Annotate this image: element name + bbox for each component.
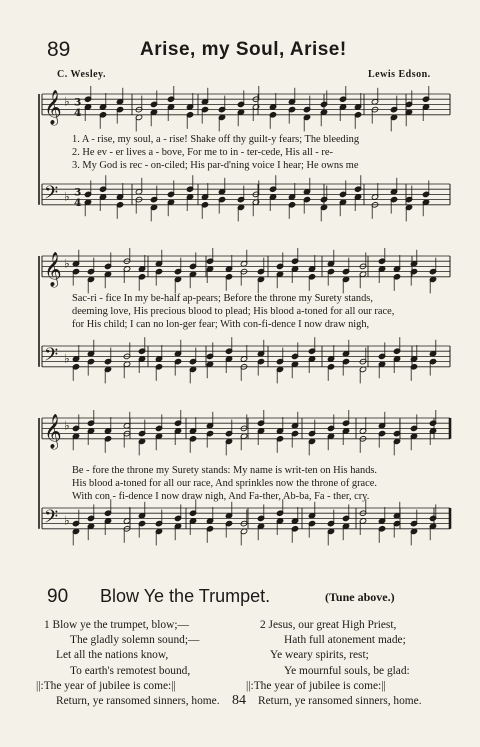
svg-text:4: 4 bbox=[74, 196, 82, 209]
svg-text:𝄞: 𝄞 bbox=[44, 89, 62, 125]
verse-line: Ye weary spirits, rest; bbox=[270, 649, 369, 662]
lyric-line: 1. A - rise, my soul, a - rise! Shake off thy guilt-y fears; The bleeding bbox=[72, 134, 360, 145]
page-number: 84 bbox=[232, 693, 246, 708]
verse-line: ||:The year of jubilee is come:|| bbox=[246, 679, 386, 692]
hymn-title: Arise, my Soul, Arise! bbox=[140, 39, 347, 60]
svg-text:𝄞: 𝄞 bbox=[44, 413, 62, 449]
hymn-title: Blow Ye the Trumpet. bbox=[100, 586, 271, 606]
svg-text:𝄢: 𝄢 bbox=[44, 182, 59, 208]
music-credit: Lewis Edson. bbox=[368, 69, 431, 80]
lyrics-block-3 bbox=[72, 464, 377, 503]
lyric-line: 3. My God is rec - on-ciled; His par-d'ning voice I hear; He owns me bbox=[72, 160, 359, 171]
svg-text:𝄢: 𝄢 bbox=[44, 506, 59, 532]
svg-text:♭: ♭ bbox=[64, 94, 70, 109]
svg-text:♭: ♭ bbox=[64, 513, 70, 528]
svg-text:3: 3 bbox=[74, 186, 82, 199]
hymn-number: 89 bbox=[47, 38, 71, 61]
lyric-line: His blood a-toned for all our race, And sprinkles now the throne of grace. bbox=[72, 478, 377, 489]
svg-text:4: 4 bbox=[74, 106, 82, 119]
verse-line: Return, ye ransomed sinners, home. bbox=[258, 695, 422, 708]
svg-text:♭: ♭ bbox=[64, 256, 70, 271]
svg-text:♭: ♭ bbox=[64, 351, 70, 366]
verse-line: Let all the nations know, bbox=[56, 649, 169, 662]
lyric-line: Be - fore the throne my Surety stands: My name is writ-ten on His hands. bbox=[72, 465, 378, 476]
svg-text:3: 3 bbox=[74, 96, 82, 109]
svg-text:𝄞: 𝄞 bbox=[44, 251, 62, 287]
svg-text:♭: ♭ bbox=[64, 189, 70, 204]
verse-line: Return, ye ransomed sinners, home. bbox=[56, 695, 220, 708]
stanza-1 bbox=[36, 618, 220, 709]
verse-line: 2 Jesus, our great High Priest, bbox=[260, 619, 397, 631]
verse-line: To earth's remotest bound, bbox=[70, 664, 191, 677]
hymn-number: 90 bbox=[47, 586, 69, 607]
verse-line: Ye mournful souls, be glad: bbox=[284, 664, 410, 677]
svg-text:𝄢: 𝄢 bbox=[44, 344, 59, 370]
lyric-line: 2. He ev - er lives a - bove, For me to in - ter-cede, His all - re- bbox=[72, 147, 333, 158]
verse-line: 1 Blow ye the trumpet, blow;— bbox=[44, 619, 189, 631]
lyrics-block-1 bbox=[72, 133, 359, 172]
verse-line: Hath full atonement made; bbox=[284, 634, 406, 647]
words-credit: C. Wesley. bbox=[57, 69, 106, 80]
lyric-line: deeming love, His precious blood to plead; His blood a-toned for all our race, bbox=[72, 306, 395, 317]
lyrics-block-2 bbox=[72, 292, 394, 331]
lyric-line: Sac-ri - fice In my be-half ap-pears; Before the throne my Surety stands, bbox=[72, 293, 373, 304]
tune-note: (Tune above.) bbox=[325, 590, 395, 604]
verse-line: ||:The year of jubilee is come:|| bbox=[36, 679, 176, 692]
stanza-2 bbox=[246, 618, 422, 709]
lyric-line: With con - fi-dence I now draw nigh, And Fa-ther, Ab-ba, Fa - ther, cry. bbox=[72, 491, 370, 502]
svg-text:♭: ♭ bbox=[64, 418, 70, 433]
verse-line: The gladly solemn sound;— bbox=[70, 634, 200, 647]
lyric-line: for His child; I can no lon-ger fear; With con-fi-dence I now draw nigh, bbox=[72, 319, 370, 330]
